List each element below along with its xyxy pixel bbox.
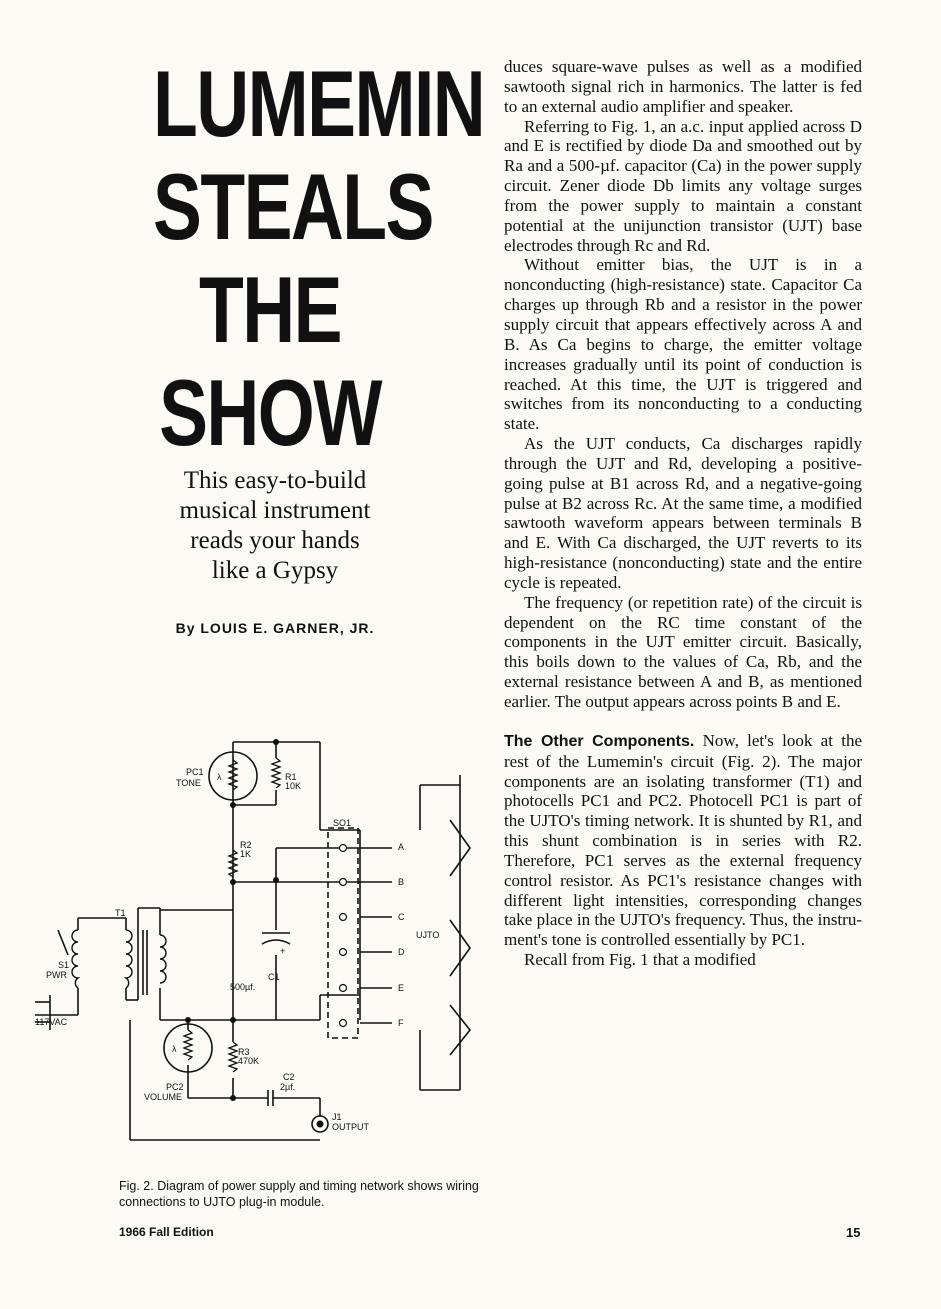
label-pin-e: E (398, 983, 405, 993)
footer-edition: 1966 Fall Edition (119, 1225, 214, 1239)
transformer-t1 (72, 930, 166, 988)
label-c1-plus: + (280, 946, 286, 956)
paragraph-3: Without emitter bias, the UJT is in a nonconducting (high-resistance) state. Capacitor Ca charges up through Rb and a resistor in the power supply circuit that appears effectively across A and B. As Ca begins to charge, the emitter voltage increases gradually until its point of conduction is reached. At this time, the UJT is triggered and switches from its nonconducting to a conducting state. (504, 255, 862, 434)
label-pc1: PC1 (186, 767, 204, 777)
paragraph-6 (504, 731, 862, 950)
label-pin-b: B (398, 877, 405, 887)
subtitle (130, 466, 420, 586)
label-r1: R1 (285, 772, 297, 782)
photocell-pc2-element (184, 1030, 192, 1060)
label-c1-value: 500µf. (230, 982, 256, 992)
label-r3-value: 470K (238, 1056, 260, 1066)
paragraph-7: Recall from Fig. 1 that a modified (524, 950, 756, 970)
label-pin-f: F (398, 1018, 404, 1028)
subtitle-line-3: reads your hands (190, 527, 360, 554)
subtitle-line-4: like a Gypsy (211, 557, 339, 584)
resistor-r2 (229, 850, 237, 877)
section-heading: The Other Components. (504, 732, 695, 750)
subtitle-line-1: This easy-to-build (183, 467, 367, 494)
lambda-pc2: λ (172, 1044, 177, 1054)
label-r2: R2 (240, 840, 252, 850)
schematic-wires (35, 742, 470, 1140)
paragraph-6-text: Now, let's look at the rest of the Lumemin's circuit (Fig. 2). The major components are an isolating transformer (T1) and photocells PC1 and PC2. Photocell PC1 is part of the UJTO's timing network. It is shunted by R1, and this shunt combination is in series with R2. Therefore, PC1 serves as the external frequency control resistor. As PC1's resistance changes with different light intensities, corresponding changes take place in the UJTO's frequency. Thus, the instrument's tone is controlled essentially by PC1. (504, 730, 863, 950)
page-number: 15 (846, 1225, 861, 1240)
label-pin-a: A (398, 842, 405, 852)
label-pin-d: D (398, 947, 405, 957)
paragraph-1: duces square-wave pulses as well as a modified sawtooth signal rich in harmonics. The latter is fed to an external audio amplifier and speaker. (504, 57, 862, 116)
paragraph-2: Referring to Fig. 1, an a.c. input applied across D and E is rectified by diode Da and smoothed out by Ra and a 500-µf. capacitor (Ca) in the power supply circuit. Zener diode Db limits any voltage surges from the power supply to maintain a constant potential at the unijunction transistor (UJT) base electrodes through Rc and Rd. (504, 116, 862, 255)
label-r2-value: 1K (240, 849, 252, 859)
paragraph-4: As the UJT conducts, Ca discharges rapidly through the UJT and Rd, developing a positive-going pulse at B1 across Rd, and a negative-going pulse at B2 across Rc. At the same time, a modified sawtooth waveform appears between terminals B and E. With Ca discharged, the UJT reverts to its high-resistance (nonconducting) state and the entire cycle is repeated. (504, 434, 862, 592)
label-tone: TONE (176, 778, 201, 788)
label-117vac: 117VAC (35, 1017, 68, 1027)
label-c1: C1 (268, 972, 280, 982)
lambda-pc1: λ (217, 772, 222, 782)
resistor-r3 (229, 1042, 237, 1072)
headline-line-1: LUMEMIN (153, 51, 485, 156)
subtitle-line-2: musical instrument (179, 497, 371, 524)
label-ujto: UJTO (416, 930, 440, 940)
label-c2: C2 (283, 1072, 295, 1082)
label-pwr: PWR (46, 970, 67, 980)
resistor-r1 (272, 758, 280, 788)
headline-line-2: STEALS (153, 154, 433, 259)
body-text (504, 57, 862, 970)
headline-line-4: SHOW (159, 360, 381, 465)
label-volume: VOLUME (144, 1092, 183, 1102)
headline-line-3: THE (199, 257, 341, 362)
label-t1: T1 (115, 908, 126, 918)
paragraph-5: The frequency (or repetition rate) of the circuit is dependent on the RC time constant of the components in the UJT emitter circuit. Basically, this boils down to the values of Ca, Rb, and the external resistance between A and B, as mentioned earlier. The output appears across points B and E. (504, 592, 862, 711)
output-jack-center (317, 1121, 324, 1128)
label-pin-c: C (398, 912, 405, 922)
byline: By LOUIS E. GARNER, JR. (175, 620, 375, 636)
label-r3: R3 (238, 1047, 250, 1057)
label-s1: S1 (58, 960, 70, 970)
label-pc2: PC2 (166, 1082, 184, 1092)
figure-caption: Fig. 2. Diagram of power supply and timing network shows wiring connections to UJTO plug-in module. (119, 1179, 479, 1209)
schematic-diagram (30, 730, 480, 1160)
label-j1: J1 (332, 1112, 342, 1122)
socket-contacts (340, 845, 347, 1027)
label-c2-value: 2µf. (280, 1082, 296, 1092)
label-r1-value: 10K (285, 781, 302, 791)
label-so1: SO1 (333, 818, 352, 828)
label-output: OUTPUT (332, 1122, 369, 1132)
